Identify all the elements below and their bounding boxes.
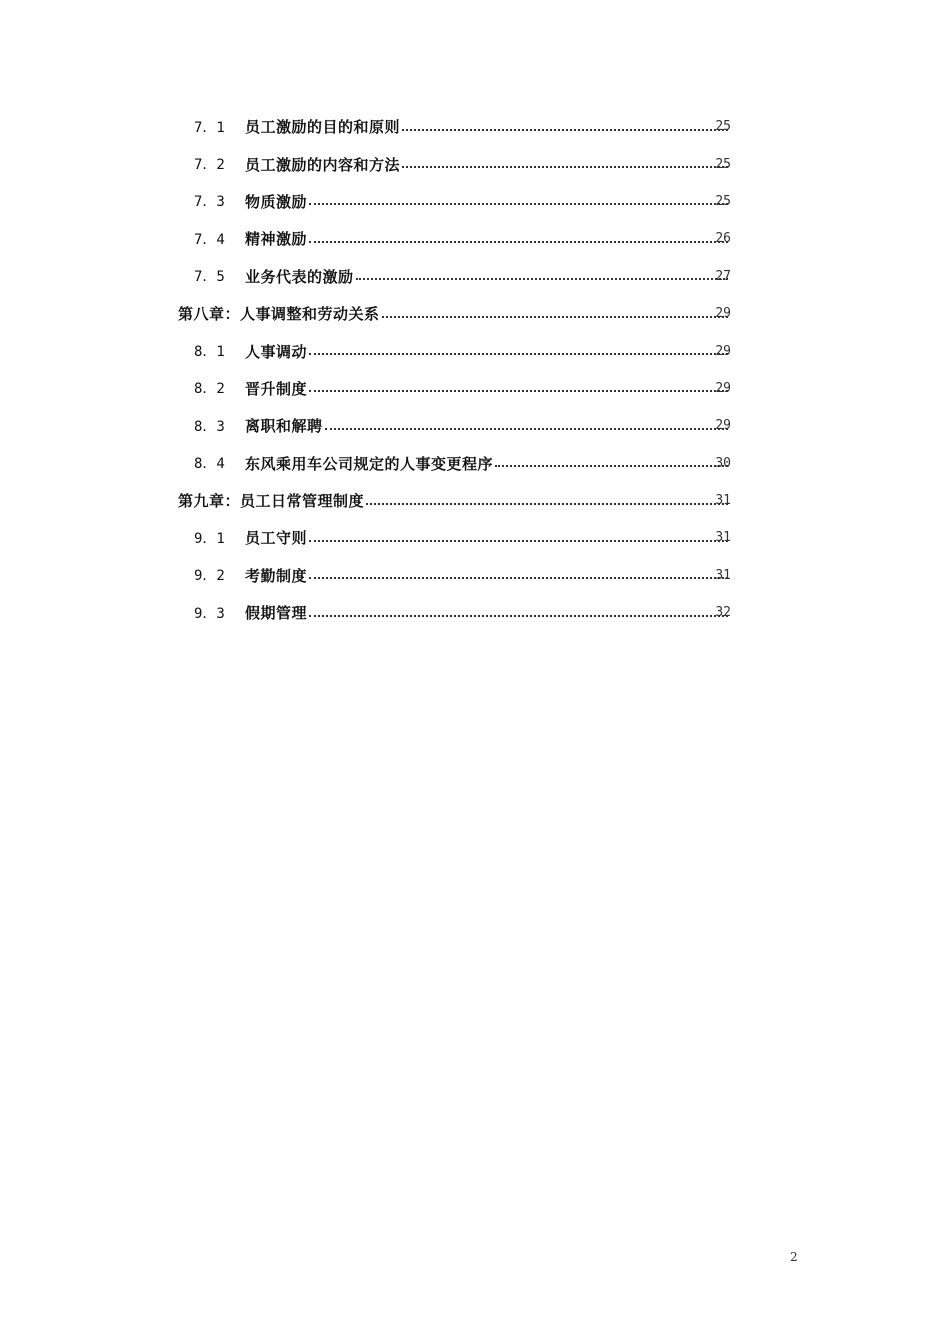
toc-entry[interactable] <box>0 258 950 295</box>
toc-page-number: 25 <box>715 193 731 209</box>
toc-entry[interactable] <box>0 594 950 631</box>
dot-leader <box>402 129 728 131</box>
toc-entry[interactable] <box>0 557 950 594</box>
toc-entry[interactable] <box>0 145 950 182</box>
dot-leader <box>356 278 728 280</box>
toc-entry[interactable] <box>0 183 950 220</box>
toc-section-number: 9．1 <box>194 530 225 547</box>
toc-chapter-title: 第九章：员工日常管理制度 <box>178 492 365 511</box>
toc-section-number: 9．3 <box>194 605 225 622</box>
dot-leader <box>309 577 728 579</box>
toc-page-number: 31 <box>715 567 731 583</box>
toc-section-number: 8．2 <box>194 381 225 398</box>
toc-entry[interactable] <box>0 407 950 444</box>
toc-section-number: 9．2 <box>194 568 225 585</box>
toc-chapter-entry[interactable] <box>0 482 950 519</box>
dot-leader <box>309 615 728 617</box>
toc-entry[interactable] <box>0 445 950 482</box>
toc-entry-title: 员工守则 <box>245 529 308 548</box>
toc-section-number: 7．4 <box>194 231 225 248</box>
dot-leader <box>309 390 728 392</box>
dot-leader <box>495 465 728 467</box>
toc-page-number: 25 <box>715 156 731 172</box>
toc-page-number: 32 <box>715 605 731 621</box>
toc-entry-title: 晋升制度 <box>245 379 308 398</box>
toc-entry-title: 精神激励 <box>245 230 308 249</box>
toc-entry-title: 东风乘用车公司规定的人事变更程序 <box>245 454 494 473</box>
toc-page-number: 29 <box>715 380 731 396</box>
dot-leader <box>402 166 728 168</box>
toc-page-number: 31 <box>715 530 731 546</box>
toc-section-number: 8．1 <box>194 344 225 361</box>
toc-page-number: 29 <box>715 343 731 359</box>
dot-leader <box>325 428 728 430</box>
toc-section-number: 8．4 <box>194 456 225 473</box>
toc-entry[interactable] <box>0 220 950 257</box>
toc-entry-title: 员工激励的目的和原则 <box>245 118 401 137</box>
dot-leader <box>309 353 728 355</box>
toc-entry-title: 假期管理 <box>245 604 308 623</box>
toc-page-number: 30 <box>715 455 731 471</box>
toc-entry-title: 员工激励的内容和方法 <box>245 155 401 174</box>
toc-entry-title: 离职和解聘 <box>245 417 323 436</box>
dot-leader <box>309 203 728 205</box>
toc-entry[interactable] <box>0 332 950 369</box>
toc-page-number: 25 <box>715 119 731 135</box>
toc-entry-title: 物质激励 <box>245 192 308 211</box>
dot-leader <box>382 316 728 318</box>
toc-entry[interactable] <box>0 370 950 407</box>
dot-leader <box>309 540 728 542</box>
toc-section-number: 7．1 <box>194 119 225 136</box>
toc-page-number: 26 <box>715 231 731 247</box>
toc-entry[interactable] <box>0 519 950 556</box>
dot-leader <box>309 241 728 243</box>
toc-entry[interactable] <box>0 108 950 145</box>
toc-entry-title: 人事调动 <box>245 342 308 361</box>
toc-section-number: 8．3 <box>194 418 225 435</box>
toc-page-number: 31 <box>715 493 731 509</box>
toc-chapter-entry[interactable] <box>0 295 950 332</box>
toc-page-number: 29 <box>715 418 731 434</box>
toc-page-number: 29 <box>715 306 731 322</box>
table-of-contents <box>0 108 950 631</box>
toc-chapter-title: 第八章：人事调整和劳动关系 <box>178 305 380 324</box>
toc-section-number: 7．2 <box>194 157 225 174</box>
toc-page-number: 27 <box>715 268 731 284</box>
toc-entry-title: 业务代表的激励 <box>245 267 354 286</box>
toc-entry-title: 考勤制度 <box>245 566 308 585</box>
page-footer-number: 2 <box>790 1250 798 1264</box>
toc-section-number: 7．5 <box>194 269 225 286</box>
toc-section-number: 7．3 <box>194 194 225 211</box>
dot-leader <box>366 503 728 505</box>
